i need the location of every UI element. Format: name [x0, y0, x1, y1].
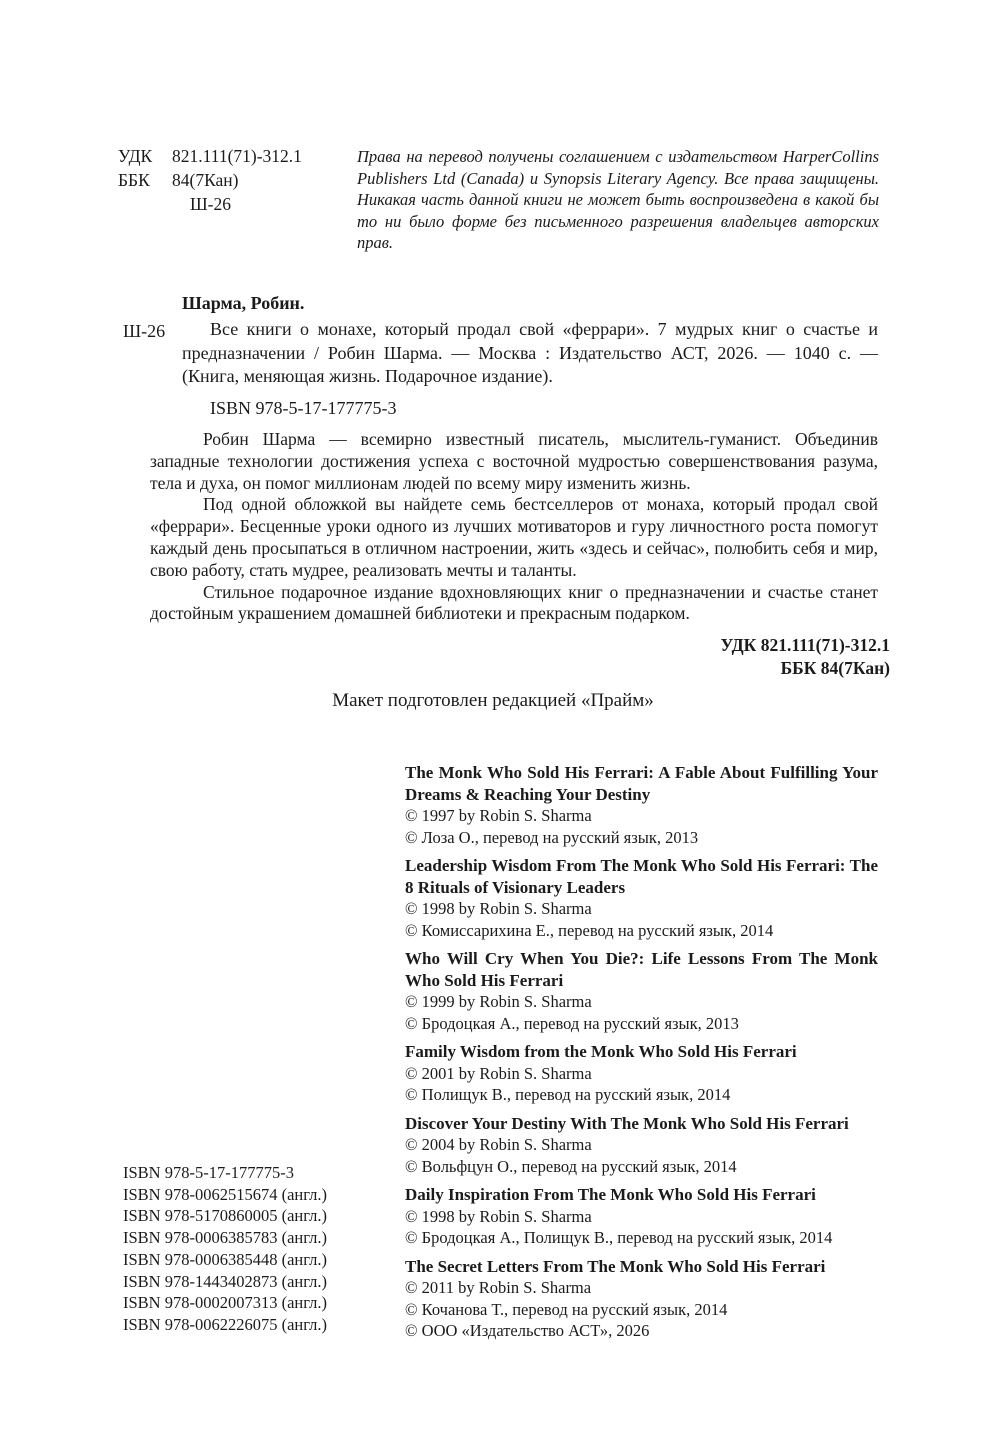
book-copyright-line: © 1999 by Robin S. Sharma — [405, 992, 592, 1011]
book-copyright-lines — [405, 898, 878, 941]
isbn-list — [123, 1162, 327, 1336]
book-copyright-line: © ООО «Издательство АСТ», 2026 — [405, 1321, 650, 1340]
book-entry — [405, 1041, 878, 1106]
classification-codes — [118, 144, 302, 216]
bbk-value: 84(7Кан) — [172, 170, 239, 190]
classification-codes-right — [400, 634, 890, 680]
isbn-item: ISBN 978-0062226075 (англ.) — [123, 1314, 328, 1334]
isbn-item: ISBN 978-5170860005 (англ.) — [123, 1206, 328, 1226]
book-entry — [405, 1113, 878, 1178]
book-copyright-lines — [405, 805, 878, 848]
book-title: Family Wisdom from the Monk Who Sold His Ferrari — [405, 1042, 797, 1061]
book-copyright-line: © 2011 by Robin S. Sharma — [405, 1278, 592, 1297]
bibliographic-description: Все книги о монахе, который продал свой «феррари». 7 мудрых книг о счастье и предназначении / Робин Шарма. — Москва : Издательство АСТ, 2026. — 1040 с. — (Книга, меняющая жизнь. Подарочное издание). — [182, 319, 878, 386]
book-copyright-line: © Лоза О., перевод на русский язык, 2013 — [405, 827, 699, 847]
annotation-paragraph: Под одной обложкой вы найдете семь бестселлеров от монаха, который продал свой «феррари». Бесценные уроки одного из лучших мотиваторов и гуру личностного роста помогут каждый день просыпаться в отличном настроении, жить «здесь и сейчас», полюбить себя и мир, свою работу, стать мудрее, реализовать мечты и таланты. — [150, 494, 878, 580]
rights-notice: Права на перевод получены соглашением с издательством HarperCollins Publishers Ltd (Canada) и Synopsis Literary Agency. Все права защищены. Никакая часть данной книги не может быть воспроизведена в какой бы то ни было форме без письменного разрешения владельцев авторских прав. — [357, 147, 879, 252]
isbn-item: ISBN 978-5-17-177775-3 — [123, 1163, 294, 1182]
udk-row — [118, 144, 302, 168]
annotation-paragraph: Робин Шарма — всемирно известный писатель, мыслитель-гуманист. Объединив западные технологии достижения успеха с восточной мудростью совершенствования разума, тела и духа, он помог миллионам людей по всему миру изменить жизнь. — [150, 429, 878, 493]
book-copyright-lines — [405, 1063, 878, 1106]
book-entry — [405, 1256, 878, 1342]
book-copyright-line: © Бродоцкая А., перевод на русский язык, 2013 — [405, 1013, 739, 1033]
book-copyright-line: © Комиссарихина Е., перевод на русский язык, 2014 — [405, 920, 774, 940]
udk-label: УДК — [118, 146, 153, 166]
imprint-note: Макет подготовлен редакцией «Прайм» — [332, 690, 654, 711]
isbn-item: ISBN 978-0002007313 (англ.) — [123, 1293, 328, 1313]
book-copyright-line: © 1998 by Robin S. Sharma — [405, 1206, 592, 1226]
author-code: Ш-26 — [190, 194, 231, 214]
catalog-author: Шарма, Робин. — [182, 293, 305, 313]
isbn-item: ISBN 978-0006385783 (англ.) — [123, 1228, 328, 1248]
book-list — [405, 762, 878, 1349]
bbk-row — [118, 168, 302, 192]
annotation — [150, 429, 878, 625]
book-copyright-line: © Бродоцкая А., Полищук В., перевод на русский язык, 2014 — [405, 1228, 833, 1247]
book-copyright-line: © 2001 by Robin S. Sharma — [405, 1063, 592, 1083]
book-copyright-line: © Вольфцун О., перевод на русский язык, 2014 — [405, 1156, 737, 1176]
book-title: Who Will Cry When You Die?: Life Lessons From The Monk Who Sold His Ferrari — [405, 949, 878, 990]
bbk-label: ББК — [118, 170, 150, 190]
book-entry — [405, 948, 878, 1034]
catalog-margin-code: Ш-26 — [123, 321, 166, 341]
isbn-item: ISBN 978-0006385448 (англ.) — [123, 1249, 328, 1269]
book-copyright-line: © 2004 by Robin S. Sharma — [405, 1135, 592, 1154]
book-copyright-lines — [405, 991, 878, 1034]
book-entry — [405, 762, 878, 848]
bbk-right: ББК 84(7Кан) — [780, 658, 890, 678]
book-title: The Secret Letters From The Monk Who Sold His Ferrari — [405, 1256, 826, 1276]
catalog-isbn: ISBN 978-5-17-177775-3 — [210, 398, 397, 418]
book-copyright-lines — [405, 1277, 878, 1342]
book-entry — [405, 1184, 878, 1249]
book-copyright-line: © 1997 by Robin S. Sharma — [405, 806, 592, 825]
udk-right: УДК 821.111(71)-312.1 — [720, 635, 890, 655]
author-code-row — [118, 192, 302, 216]
book-copyright-line: © Кочанова Т., перевод на русский язык, 2014 — [405, 1299, 728, 1319]
isbn-item: ISBN 978-0062515674 (англ.) — [123, 1184, 328, 1204]
author-code-spacer — [118, 192, 152, 216]
book-copyright-line: © 1998 by Robin S. Sharma — [405, 899, 592, 918]
udk-value: 821.111(71)-312.1 — [172, 146, 302, 166]
isbn-item: ISBN 978-1443402873 (англ.) — [123, 1271, 328, 1291]
book-entry — [405, 855, 878, 941]
book-copyright-lines — [405, 1134, 878, 1177]
book-title: Leadership Wisdom From The Monk Who Sold His Ferrari: The 8 Rituals of Visionary Leaders — [405, 856, 878, 897]
book-title: The Monk Who Sold His Ferrari: A Fable About Fulfilling Your Dreams & Reaching Your Destiny — [405, 763, 878, 804]
book-copyright-lines — [405, 1206, 878, 1249]
book-title: Discover Your Destiny With The Monk Who Sold His Ferrari — [405, 1113, 849, 1133]
book-title: Daily Inspiration From The Monk Who Sold His Ferrari — [405, 1185, 816, 1204]
annotation-paragraph: Стильное подарочное издание вдохновляющих книг о предназначении и счастье станет достойным украшением домашней библиотеки и прекрасным подарком. — [150, 581, 878, 624]
book-copyright-line: © Полищук В., перевод на русский язык, 2014 — [405, 1085, 731, 1104]
